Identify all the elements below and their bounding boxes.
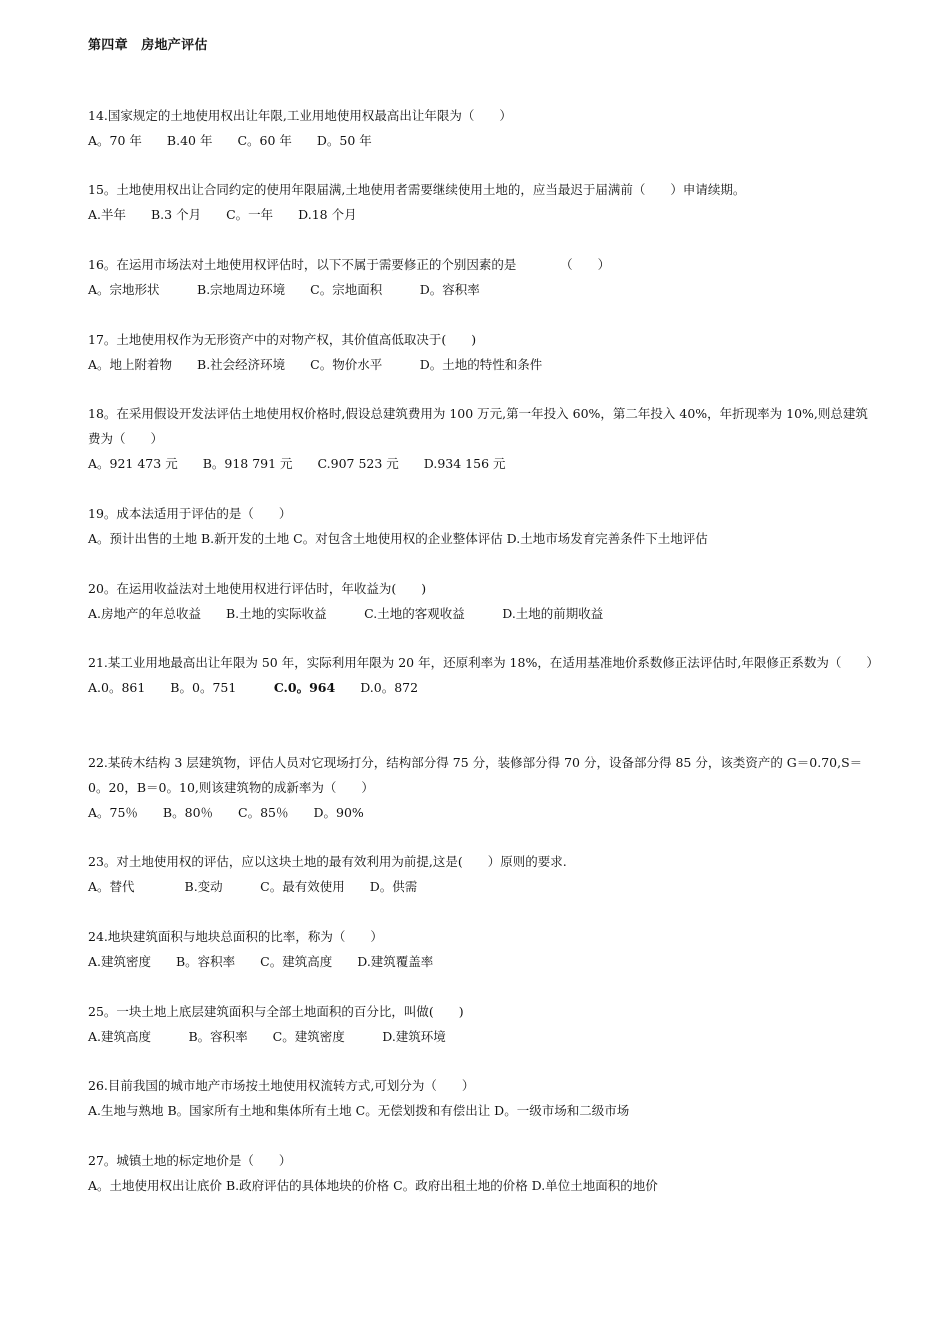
question-options: A。土地使用权出让底价 B.政府评估的具体地块的价格 C。政府出租土地的价格 D.单位土地面积的地价 bbox=[88, 1178, 658, 1193]
question-options: A。预计出售的土地 B.新开发的土地 C。对包含土地使用权的企业整体评估 D.土地市场发育完善条件下土地评估 bbox=[88, 531, 708, 546]
question-options: A.建筑高度 B。容积率 C。建筑密度 D.建筑环境 bbox=[88, 1029, 446, 1044]
question-options: A.生地与熟地 B。国家所有土地和集体所有土地 C。无偿划拨和有偿出让 D。一级市场和二级市场 bbox=[88, 1103, 630, 1118]
question-26 bbox=[88, 1073, 878, 1123]
question-23 bbox=[88, 849, 878, 899]
question-options: A。地上附着物 B.社会经济环境 C。物价水平 D。土地的特性和条件 bbox=[88, 357, 543, 372]
question-22 bbox=[88, 750, 878, 825]
question-options: A.建筑密度 B。容积率 C。建筑高度 D.建筑覆盖率 bbox=[88, 954, 434, 969]
question-19 bbox=[88, 501, 878, 551]
question-20 bbox=[88, 576, 878, 626]
question-text: 26.目前我国的城市地产市场按土地使用权流转方式,可划分为（ ） bbox=[88, 1078, 475, 1093]
question-text: 14.国家规定的土地使用权出让年限,工业用地使用权最高出让年限为（ ） bbox=[88, 108, 512, 123]
options-part-b: D.0。872 bbox=[335, 680, 419, 695]
question-17 bbox=[88, 327, 878, 377]
question-text: 16。在运用市场法对土地使用权评估时，以下不属于需要修正的个别因素的是 （ ） bbox=[88, 257, 611, 272]
question-options: A。70 年 B.40 年 C。60 年 D。50 年 bbox=[88, 133, 372, 148]
question-options: A.半年 B.3 个月 C。一年 D.18 个月 bbox=[88, 207, 357, 222]
question-text: 23。对土地使用权的评估，应以这块土地的最有效利用为前提,这是( ）原则的要求. bbox=[88, 854, 567, 869]
options-part-bold: C.0。964 bbox=[273, 680, 336, 695]
question-options: A。921 473 元 B。918 791 元 C.907 523 元 D.934 156 元 bbox=[88, 456, 506, 471]
question-text: 17。土地使用权作为无形资产中的对物产权，其价值高低取决于( ) bbox=[88, 332, 477, 347]
question-options bbox=[88, 675, 878, 700]
question-options: A。75％ B。80％ C。85％ D。90% bbox=[88, 805, 364, 820]
question-text: 18。在采用假设开发法评估土地使用权价格时,假设总建筑费用为 100 万元,第一年投入 60%，第二年投入 40%，年折现率为 10%,则总建筑费为（ ） bbox=[88, 406, 868, 446]
question-options: A。替代 B.变动 C。最有效使用 D。供需 bbox=[88, 879, 418, 894]
question-text: 22.某砖木结构 3 层建筑物，评估人员对它现场打分，结构部分得 75 分，装修部分得 70 分，设备部分得 85 分，该类资产的 G＝0.70,S＝0。20，B＝0。10,则该建筑物的成新率为（ ） bbox=[88, 755, 863, 795]
question-text: 25。一块土地上底层建筑面积与全部土地面积的百分比，叫做( ) bbox=[88, 1004, 464, 1019]
question-text: 21.某工业用地最高出让年限为 50 年，实际利用年限为 20 年，还原利率为 18%，在适用基准地价系数修正法评估时,年限修正系数为（ ） bbox=[88, 655, 879, 670]
question-options: A.房地产的年总收益 B.土地的实际收益 C.土地的客观收益 D.土地的前期收益 bbox=[88, 606, 604, 621]
question-21 bbox=[88, 650, 878, 700]
question-text: 27。城镇土地的标定地价是（ ） bbox=[88, 1153, 292, 1168]
question-text: 20。在运用收益法对土地使用权进行评估时，年收益为( ) bbox=[88, 581, 427, 596]
question-text: 24.地块建筑面积与地块总面积的比率，称为（ ） bbox=[88, 929, 383, 944]
chapter-header: 第四章 房地产评估 bbox=[88, 38, 208, 53]
options-part-a: A.0。861 B。0。751 bbox=[88, 680, 274, 695]
question-text: 19。成本法适用于评估的是（ ） bbox=[88, 506, 292, 521]
question-25 bbox=[88, 999, 878, 1049]
question-text: 15。土地使用权出让合同约定的使用年限届满,土地使用者需要继续使用土地的，应当最迟于届满前（ ）申请续期。 bbox=[88, 182, 746, 197]
question-27 bbox=[88, 1148, 878, 1198]
question-16 bbox=[88, 252, 878, 302]
question-14 bbox=[88, 103, 878, 153]
question-15 bbox=[88, 177, 878, 227]
question-options: A。宗地形状 B.宗地周边环境 C。宗地面积 D。容积率 bbox=[88, 282, 480, 297]
question-24 bbox=[88, 924, 878, 974]
question-18 bbox=[88, 401, 878, 476]
